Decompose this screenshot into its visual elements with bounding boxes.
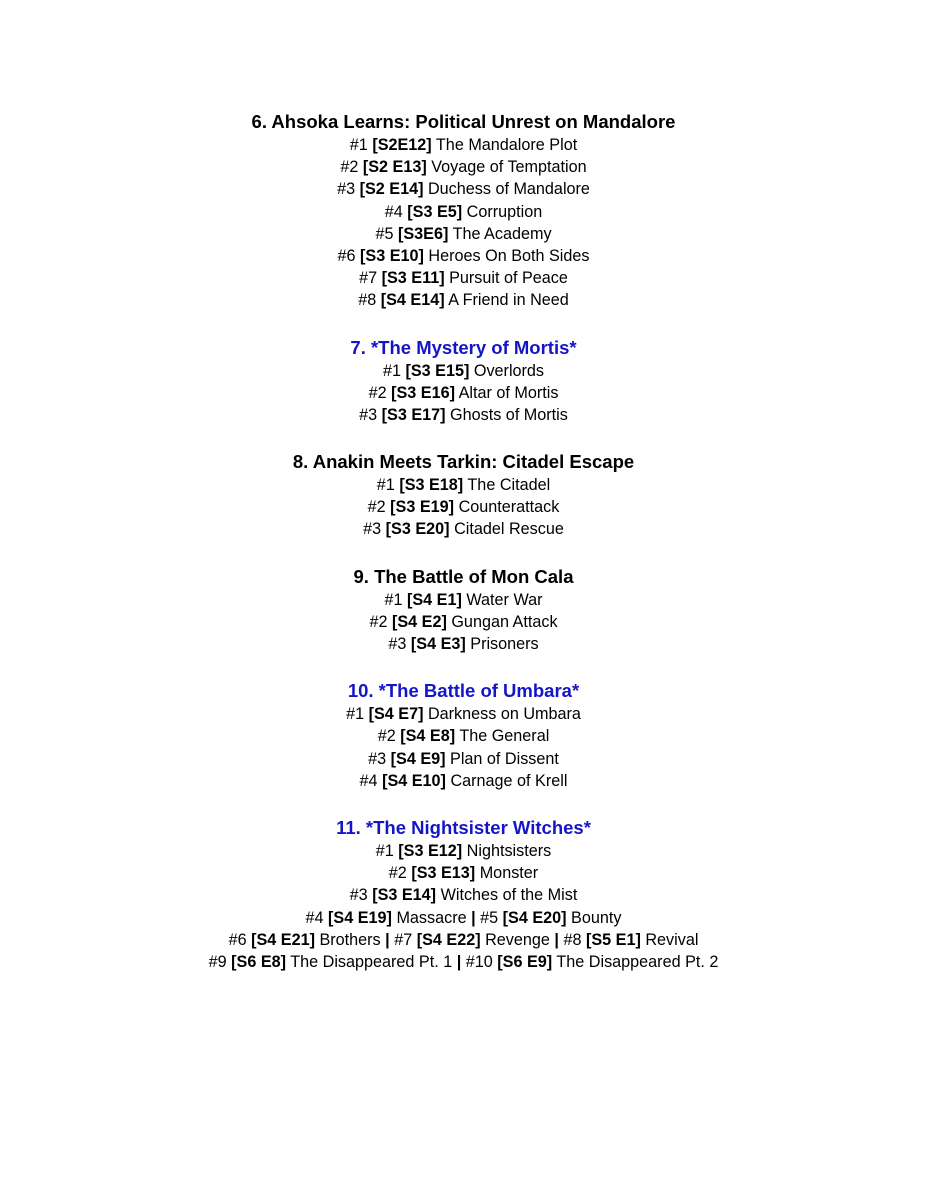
episode-title: Heroes On Both Sides [428, 246, 590, 265]
episode-separator: | [471, 908, 476, 927]
episode-entry [369, 613, 557, 631]
episode-order-number: #9 [208, 952, 227, 971]
episode-order-number: #7 [394, 930, 413, 949]
episode-entry [359, 406, 568, 424]
episode-line [0, 134, 927, 156]
episode-code: [S5 E1] [585, 930, 641, 949]
episode-title: Monster [479, 864, 539, 883]
episode-entry [375, 225, 551, 243]
episode-line [0, 404, 927, 426]
episode-entry [229, 931, 381, 949]
episode-entry [385, 203, 543, 221]
episode-entry [378, 727, 550, 745]
episode-title: The Disappeared Pt. 2 [556, 952, 719, 971]
episode-title: The Mandalore Plot [435, 136, 578, 154]
episode-entry [338, 247, 590, 265]
episode-title: The Disappeared Pt. 1 [290, 952, 453, 971]
episode-code: [S4 E8] [400, 727, 456, 746]
episode-order-number: #1 [382, 361, 401, 380]
episode-order-number: #10 [465, 952, 493, 971]
episode-order-number: #1 [376, 476, 395, 495]
episode-order-number: #2 [369, 612, 388, 631]
episode-entry [563, 931, 698, 949]
episode-order-number: #3 [363, 520, 382, 539]
episode-entry [388, 635, 538, 653]
episode-order-number: #7 [359, 269, 378, 288]
arc-section [0, 449, 927, 541]
episode-separator: | [456, 952, 462, 971]
episode-code: [S4 E2] [391, 612, 447, 631]
episode-code: [S3 E20] [385, 520, 450, 539]
episode-code: [S3 E18] [399, 476, 464, 495]
episode-entry [306, 909, 467, 927]
episode-title: Carnage of Krell [450, 771, 568, 790]
episode-entry [383, 362, 544, 380]
episode-entry [359, 269, 568, 287]
episode-title: Citadel Rescue [454, 520, 564, 539]
episode-order-number: #3 [349, 886, 368, 905]
episode-line [0, 703, 927, 725]
episode-order-number: #1 [349, 136, 368, 154]
episode-entry [480, 909, 621, 927]
episode-order-number: #2 [368, 383, 387, 402]
episode-title: Darkness on Umbara [427, 705, 581, 724]
episode-title: Pursuit of Peace [449, 269, 568, 288]
arc-section [0, 678, 927, 792]
episode-entry [350, 886, 578, 904]
episode-line [0, 360, 927, 382]
episode-line [0, 633, 927, 655]
episode-code: [S4 E19] [328, 908, 392, 927]
episode-title: Water War [466, 590, 543, 609]
episode-order-number: #4 [359, 771, 378, 790]
episode-line [0, 862, 927, 884]
episode-order-number: #1 [346, 705, 365, 724]
episode-line [0, 496, 927, 518]
episode-code: [S3 E17] [381, 405, 446, 424]
episode-code: [S3 E13] [411, 864, 476, 883]
episode-order-number: #8 [563, 930, 582, 949]
episode-separator: | [554, 930, 559, 949]
episode-entry [209, 953, 453, 971]
episode-title: A Friend in Need [448, 291, 569, 310]
episode-code: [S4 E21] [251, 930, 315, 949]
episode-entry [466, 953, 719, 971]
arc-heading: 11. *The Nightsister Witches* [336, 816, 591, 838]
episode-code: [S3 E12] [398, 841, 463, 860]
episode-line [0, 382, 927, 404]
episode-code: [S3 E10] [360, 246, 424, 265]
arc-section [0, 564, 927, 656]
episode-line [0, 201, 927, 223]
episode-code: [S2 E14] [359, 180, 424, 199]
episode-code: [S4 E20] [502, 908, 567, 927]
episode-line [0, 770, 927, 792]
episode-title: Altar of Mortis [458, 383, 559, 402]
episode-code: [S4 E3] [410, 635, 466, 653]
episode-entry [337, 180, 590, 198]
arc-heading: 6. Ahsoka Learns: Political Unrest on Mandalore [251, 111, 676, 132]
episode-entry [384, 591, 542, 609]
episode-entry [369, 384, 559, 402]
episode-order-number: #5 [375, 224, 394, 243]
episode-order-number: #4 [305, 908, 324, 927]
episode-line [0, 267, 927, 289]
episode-entry [358, 291, 569, 309]
episode-order-number: #3 [337, 180, 356, 199]
episode-entry [368, 750, 559, 768]
episode-line [0, 178, 927, 200]
episode-line [0, 474, 927, 496]
episode-entry [350, 136, 577, 154]
episode-title: Brothers [319, 930, 381, 949]
episode-title: Witches of the Mist [440, 886, 578, 905]
episode-title: Massacre [396, 908, 467, 927]
episode-code: [S3 E11] [381, 269, 445, 288]
episode-title: Corruption [466, 202, 543, 221]
episode-code: [S4 E10] [382, 771, 446, 790]
episode-order-number: #3 [359, 405, 378, 424]
episode-order-number: #3 [388, 635, 407, 653]
episode-code: [S4 E14] [380, 291, 445, 310]
episode-code: [S3 E16] [391, 383, 455, 402]
episode-code: [S3 E14] [372, 886, 437, 905]
episode-code: [S3 E5] [407, 202, 463, 221]
episode-order-number: #8 [358, 291, 377, 310]
episode-title: Prisoners [470, 635, 539, 653]
episode-line [0, 748, 927, 770]
episode-title: Revival [645, 930, 699, 949]
episode-entry [363, 520, 564, 538]
episode-line [0, 589, 927, 611]
episode-entry [377, 476, 550, 494]
episode-order-number: #3 [368, 749, 387, 768]
episode-title: Bounty [571, 908, 622, 927]
episode-title: The General [459, 727, 550, 746]
document-page [0, 109, 927, 973]
episode-line [0, 725, 927, 747]
episode-title: Revenge [485, 930, 550, 949]
episode-code: [S4 E9] [390, 749, 446, 768]
episode-separator: | [385, 930, 390, 949]
episode-code: [S6 E8] [231, 952, 287, 971]
episode-line [0, 611, 927, 633]
episode-code: [S4 E7] [368, 705, 424, 724]
arc-section [0, 815, 927, 973]
arc-heading: 7. *The Mystery of Mortis* [350, 336, 577, 358]
episode-title: Counterattack [458, 498, 560, 517]
episode-entry [389, 864, 538, 882]
episode-line [0, 840, 927, 862]
episode-line [0, 156, 927, 178]
episode-title: Gungan Attack [451, 612, 558, 631]
episode-code: [S2 E13] [362, 158, 427, 177]
episode-line [0, 907, 927, 929]
arc-section [0, 335, 927, 427]
episode-title: Ghosts of Mortis [450, 405, 568, 424]
episode-entry [346, 705, 581, 723]
episode-entry [394, 931, 550, 949]
episode-order-number: #6 [228, 930, 247, 949]
episode-entry [376, 842, 551, 860]
episode-title: Voyage of Temptation [431, 158, 587, 177]
episode-order-number: #4 [384, 202, 403, 221]
episode-line [0, 929, 927, 951]
episode-entry [340, 158, 586, 176]
episode-order-number: #2 [367, 498, 386, 517]
arc-heading: 10. *The Battle of Umbara* [347, 680, 580, 702]
arc-heading: 8. Anakin Meets Tarkin: Citadel Escape [292, 451, 635, 473]
episode-line [0, 884, 927, 906]
episode-code: [S4 E22] [416, 930, 481, 949]
episode-title: The Citadel [467, 476, 551, 495]
episode-title: Nightsisters [466, 841, 552, 860]
episode-title: Overlords [473, 361, 545, 380]
episode-line [0, 223, 927, 245]
episode-order-number: #5 [480, 908, 499, 927]
episode-order-number: #2 [377, 727, 396, 746]
episode-order-number: #6 [337, 246, 356, 265]
episode-line [0, 518, 927, 540]
episode-code: [S3E6] [397, 224, 449, 243]
episode-code: [S3 E19] [390, 498, 455, 517]
episode-order-number: #1 [384, 590, 403, 609]
episode-entry [360, 772, 568, 790]
episode-title: Duchess of Mandalore [427, 180, 590, 199]
arc-heading: 9. The Battle of Mon Cala [353, 565, 574, 587]
episode-order-number: #2 [388, 864, 407, 883]
episode-code: [S2E12] [372, 136, 432, 154]
episode-code: [S6 E9] [497, 952, 553, 971]
episode-title: Plan of Dissent [450, 749, 559, 768]
episode-title: The Academy [452, 224, 552, 243]
episode-line [0, 289, 927, 311]
episode-line [0, 951, 927, 973]
episode-code: [S4 E1] [406, 590, 462, 609]
episode-order-number: #1 [375, 841, 394, 860]
episode-line [0, 245, 927, 267]
arc-section [0, 109, 927, 312]
episode-entry [368, 498, 560, 516]
episode-order-number: #2 [340, 158, 359, 177]
episode-code: [S3 E15] [405, 361, 470, 380]
